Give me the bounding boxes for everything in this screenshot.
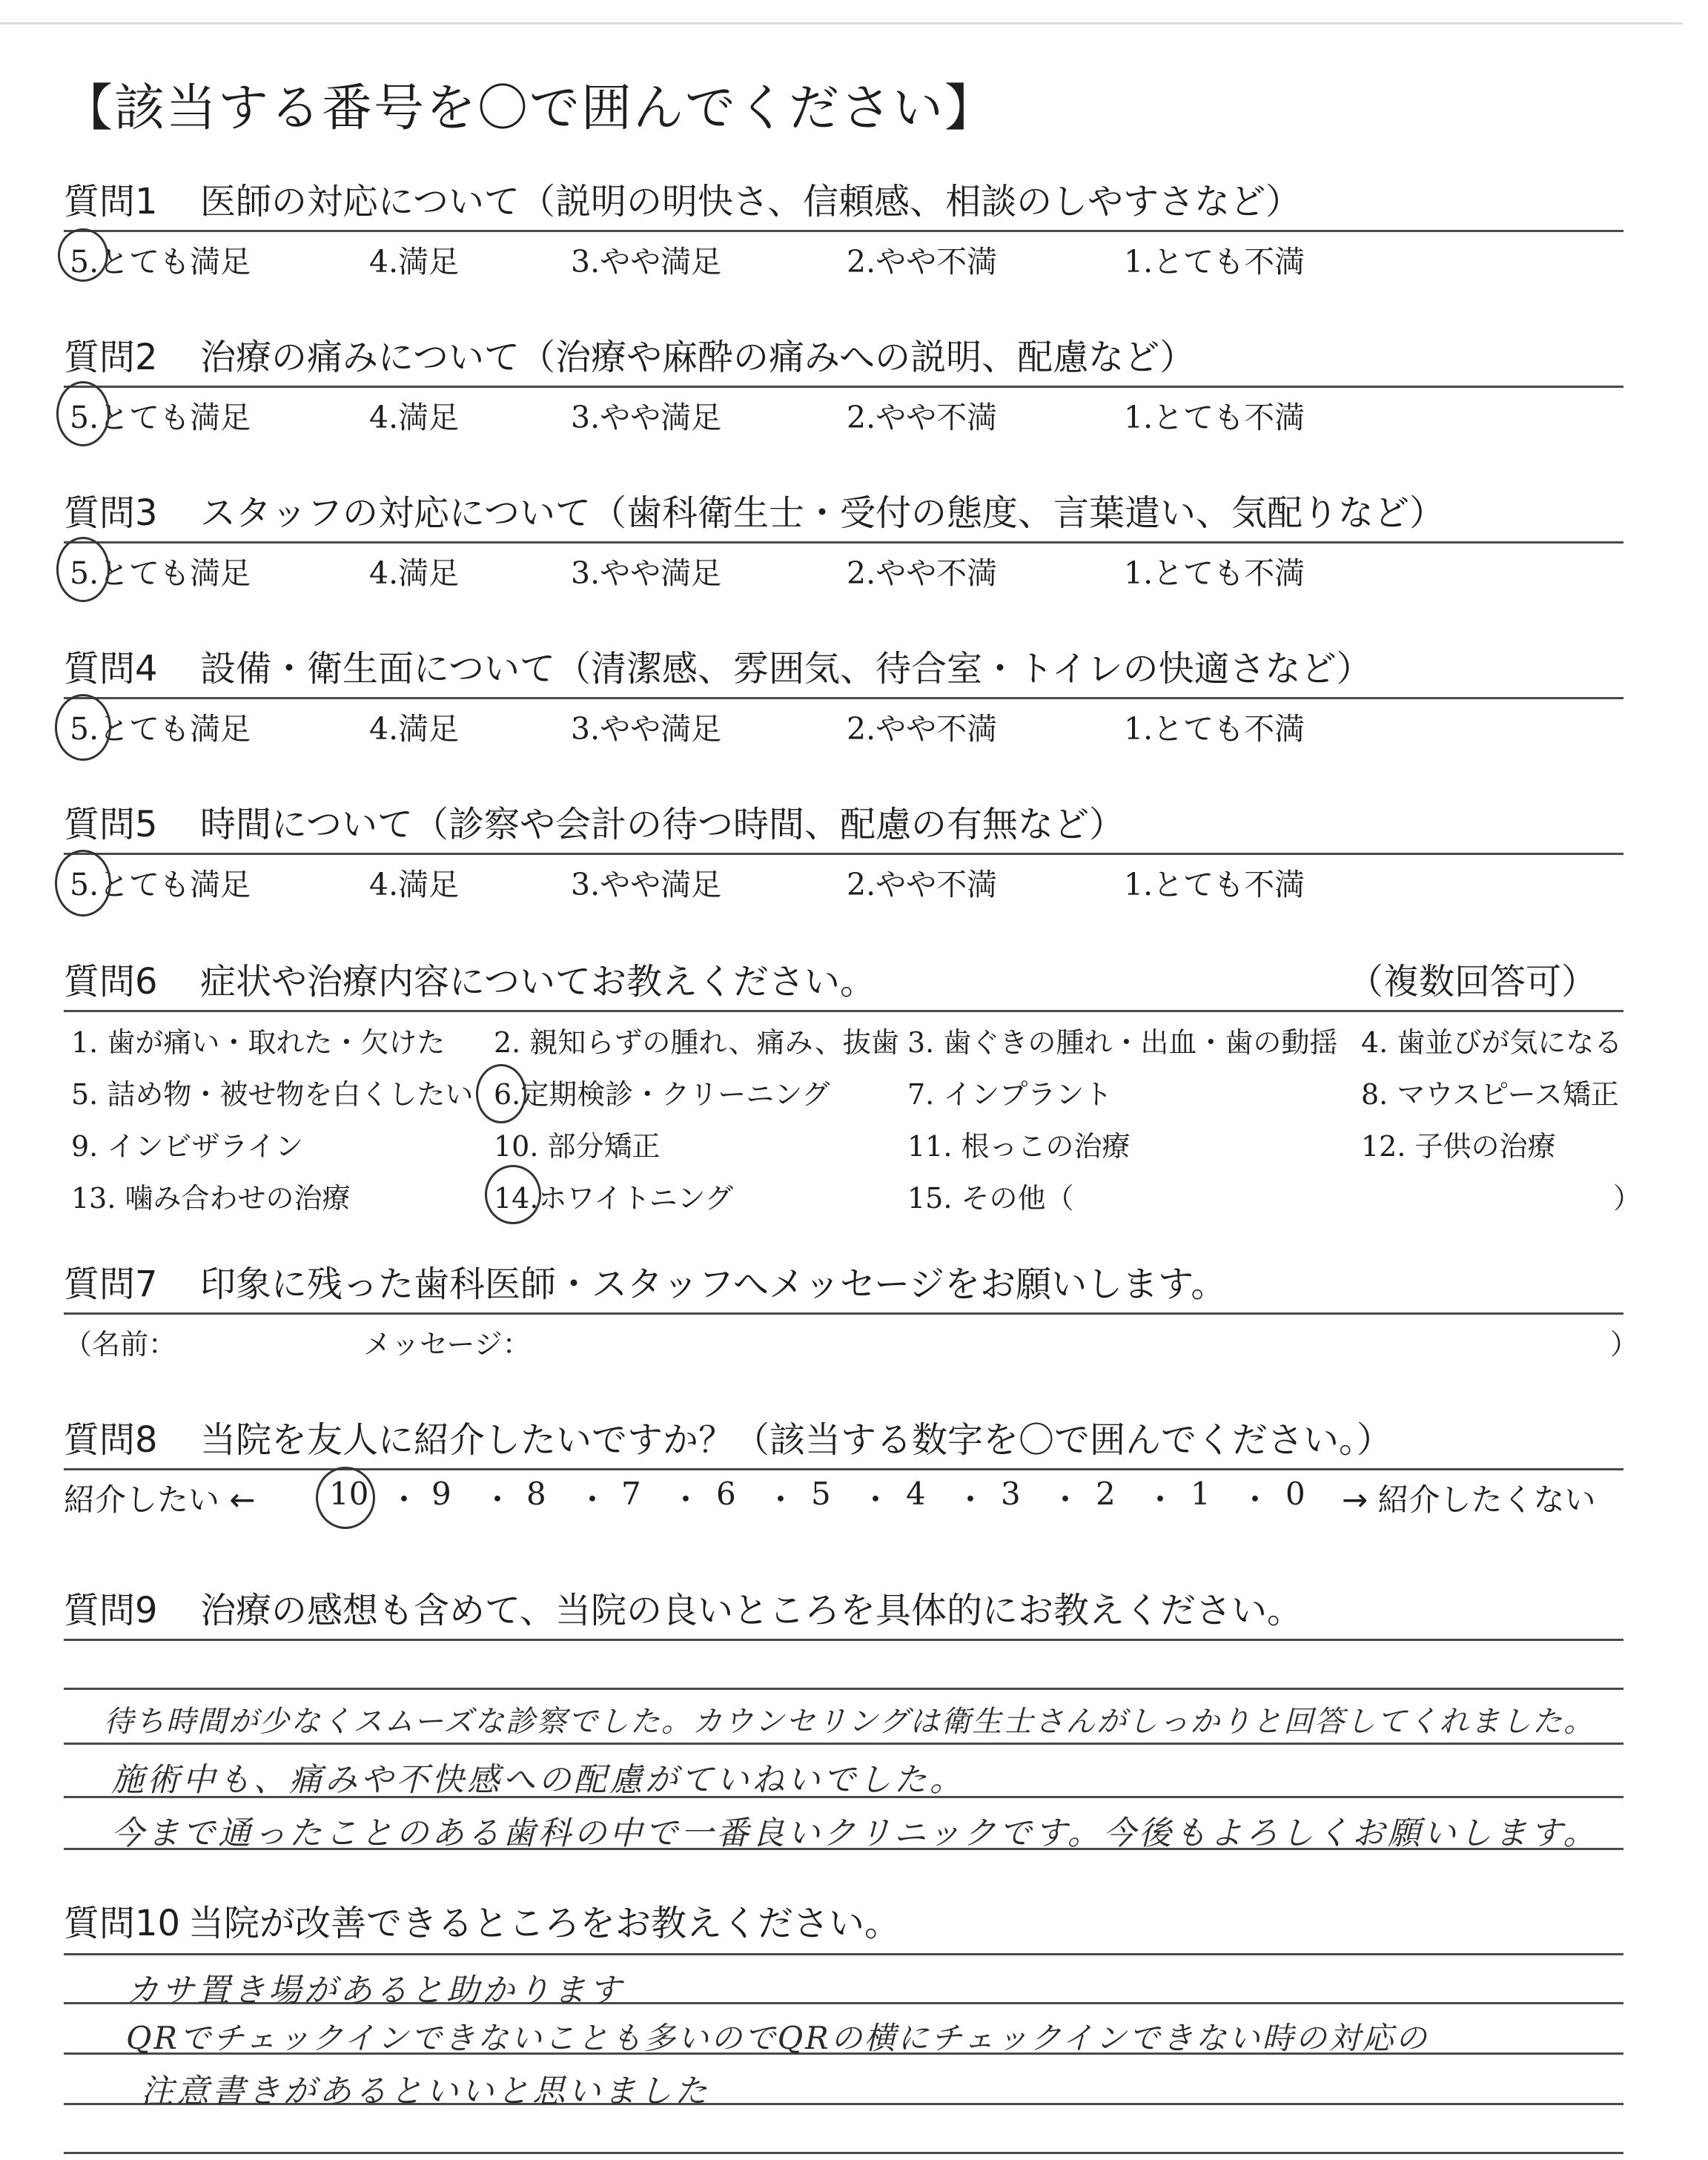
message-close: ）	[1610, 1328, 1639, 1361]
referral-score-3[interactable]: 3	[1001, 1476, 1021, 1512]
referral-score-1[interactable]: 1	[1191, 1476, 1211, 1512]
selection-circle	[55, 694, 111, 761]
separator-dot: ・	[765, 1482, 797, 1518]
selection-circle	[476, 1064, 526, 1123]
question-number: 質問9	[64, 1590, 158, 1631]
rating-option-2[interactable]: 2.やや不満	[847, 400, 998, 435]
question-3	[64, 482, 1623, 544]
question-text: 時間について（診察や会計の待つ時間、配慮の有無など）	[200, 804, 1125, 845]
treatment-option[interactable]: 11. 根っこの治療	[907, 1130, 1131, 1163]
treatment-option[interactable]: 6.定期検診・クリーニング	[494, 1078, 830, 1111]
rating-option-3[interactable]: 3.やや満足	[571, 711, 722, 747]
rating-option-2[interactable]: 2.やや不満	[847, 867, 998, 902]
answer-line	[64, 1743, 1623, 1745]
treatment-option[interactable]: 4. 歯並びが気になる	[1361, 1026, 1623, 1059]
rating-option-2[interactable]: 2.やや不満	[847, 555, 998, 591]
selection-circle	[58, 228, 108, 282]
treatment-option[interactable]: 12. 子供の治療	[1361, 1130, 1556, 1163]
separator-dot: ・	[388, 1482, 420, 1518]
rating-option-5[interactable]: 5.とても満足	[70, 555, 251, 591]
rating-option-5[interactable]: 5.とても満足	[70, 867, 251, 902]
question-2	[64, 326, 1623, 388]
question-text: 印象に残った歯科医師・スタッフへメッセージをお願いします。	[200, 1264, 1227, 1305]
selection-circle	[55, 850, 111, 916]
rating-options-q4	[64, 704, 1623, 749]
question-number: 質問3	[64, 492, 158, 534]
question-7	[64, 1253, 1623, 1315]
answer-line	[64, 1953, 1623, 1955]
rating-options-q1	[64, 237, 1623, 282]
treatment-option[interactable]: 5. 詰め物・被せ物を白くしたい	[71, 1078, 474, 1111]
question-text: 設備・衛生面について（清潔感、雰囲気、待合室・トイレの快適さなど）	[200, 648, 1372, 690]
rating-option-1[interactable]: 1.とても不満	[1124, 711, 1305, 747]
question-number: 質問2	[64, 337, 158, 378]
referral-score-6[interactable]: 6	[716, 1476, 736, 1512]
separator-dot: ・	[577, 1482, 609, 1518]
rating-option-1[interactable]: 1.とても不満	[1124, 867, 1305, 902]
question-number: 質問4	[64, 648, 158, 690]
rating-option-1[interactable]: 1.とても不満	[1124, 555, 1305, 591]
rating-option-2[interactable]: 2.やや不満	[847, 711, 998, 747]
handwritten-answer-line: QRでチェックインできないことも多いのでQRの横にチェックインできない時の対応の	[126, 2020, 1429, 2056]
answer-line	[64, 2152, 1623, 2154]
separator-dot: ・	[1145, 1482, 1176, 1518]
referral-score-2[interactable]: 2	[1096, 1476, 1116, 1512]
rating-option-1[interactable]: 1.とても不満	[1124, 244, 1305, 280]
question-text: 当院を友人に紹介したいですか？（該当する数字を〇で囲んでください。）	[200, 1419, 1393, 1461]
question-number: 質問5	[64, 804, 158, 845]
handwritten-answer-line: 今まで通ったことのある歯科の中で一番良いクリニックです。今後もよろしくお願いします。	[111, 1814, 1599, 1852]
referral-score-8[interactable]: 8	[526, 1476, 546, 1512]
question-number: 質問1	[64, 181, 158, 222]
treatment-option[interactable]: 7. インプラント	[907, 1078, 1113, 1111]
referral-right-label: → 紹介したくない	[1342, 1482, 1596, 1518]
referral-left-label: 紹介したい ←	[64, 1482, 256, 1518]
treatment-options	[64, 1020, 1642, 1242]
handwritten-answer-line: カサ置き場があると助かります	[126, 1972, 624, 2009]
referral-score-5[interactable]: 5	[811, 1476, 831, 1512]
question-5	[64, 793, 1623, 855]
rating-option-5[interactable]: 5.とても満足	[70, 244, 251, 280]
treatment-option[interactable]: 1. 歯が痛い・取れた・欠けた	[71, 1026, 446, 1059]
question-10	[64, 1892, 1623, 1952]
handwritten-answer-line: 待ち時間が少なくスムーズな診察でした。カウンセリングは衛生士さんがしっかりと回答してくれました。	[104, 1705, 1595, 1739]
rating-option-4[interactable]: 4.満足	[369, 244, 460, 280]
question-1	[64, 171, 1623, 232]
treatment-option[interactable]: 13. 噛み合わせの治療	[71, 1182, 351, 1215]
question-number: 質問10	[64, 1903, 181, 1944]
referral-score-7[interactable]: 7	[621, 1476, 641, 1512]
multiple-answers-note: （複数回答可）	[1347, 961, 1597, 1003]
rating-option-2[interactable]: 2.やや不満	[847, 244, 998, 280]
treatment-option[interactable]: 3. 歯ぐきの腫れ・出血・歯の動揺	[907, 1026, 1338, 1059]
rating-option-5[interactable]: 5.とても満足	[70, 711, 251, 747]
rating-option-1[interactable]: 1.とても不満	[1124, 400, 1305, 435]
rating-option-4[interactable]: 4.満足	[369, 711, 460, 747]
page-title: 【該当する番号を〇で囲んでください】	[62, 79, 997, 138]
treatment-option[interactable]: 8. マウスピース矯正	[1361, 1078, 1619, 1111]
page-top-edge	[0, 22, 1683, 24]
answer-line	[64, 1688, 1623, 1690]
selection-circle	[56, 381, 110, 446]
separator-dot: ・	[860, 1482, 892, 1518]
treatment-option-close: ）	[1613, 1182, 1642, 1215]
rating-option-5[interactable]: 5.とても満足	[70, 400, 251, 435]
question-text: 医師の対応について（説明の明快さ、信頼感、相談のしやすさなど）	[200, 181, 1302, 222]
rating-option-3[interactable]: 3.やや満足	[571, 867, 722, 902]
referral-score-9[interactable]: 9	[431, 1476, 451, 1512]
selection-circle	[485, 1165, 541, 1224]
rating-option-4[interactable]: 4.満足	[369, 555, 460, 591]
treatment-option[interactable]: 2. 親知らずの腫れ、痛み、抜歯	[494, 1026, 899, 1059]
rating-option-4[interactable]: 4.満足	[369, 400, 460, 435]
rating-options-q2	[64, 393, 1623, 437]
separator-dot: ・	[670, 1482, 702, 1518]
separator-dot: ・	[1239, 1482, 1271, 1518]
selection-circle	[316, 1467, 375, 1529]
rating-option-3[interactable]: 3.やや満足	[571, 400, 722, 435]
separator-dot: ・	[1050, 1482, 1082, 1518]
question-text: 治療の感想も含めて、当院の良いところを具体的にお教えください。	[200, 1590, 1303, 1631]
question-6	[64, 951, 1623, 1012]
referral-score-0[interactable]: 0	[1285, 1476, 1305, 1512]
question-text: 症状や治療内容についてお教えください。	[200, 961, 876, 1003]
handwritten-answer-line: 注意書きがあるといいと思いました	[141, 2073, 710, 2110]
message-label: メッセージ：	[363, 1328, 531, 1361]
referral-score-10[interactable]: 10	[329, 1476, 369, 1512]
question-number: 質問8	[64, 1419, 158, 1461]
rating-options-q3	[64, 549, 1623, 593]
treatment-option[interactable]: 15. その他（	[907, 1182, 1074, 1215]
treatment-option[interactable]: 10. 部分矯正	[494, 1130, 661, 1163]
rating-option-4[interactable]: 4.満足	[369, 867, 460, 902]
treatment-option[interactable]: 14.ホワイトニング	[494, 1182, 734, 1215]
question-text: 治療の痛みについて（治療や麻酔の痛みへの説明、配慮など）	[200, 337, 1196, 378]
handwritten-answer-line: 施術中も、痛みや不快感への配慮がていねいでした。	[111, 1761, 965, 1799]
separator-dot: ・	[482, 1482, 514, 1518]
question-number: 質問6	[64, 961, 158, 1003]
question-number: 質問7	[64, 1264, 158, 1305]
treatment-option[interactable]: 9. インビザライン	[71, 1130, 304, 1163]
name-label: （名前：	[64, 1328, 177, 1361]
rating-option-3[interactable]: 3.やや満足	[571, 555, 722, 591]
rating-option-3[interactable]: 3.やや満足	[571, 244, 722, 280]
question-4	[64, 638, 1623, 699]
question-9	[64, 1579, 1623, 1641]
question-8	[64, 1409, 1623, 1470]
referral-score-4[interactable]: 4	[906, 1476, 926, 1512]
question-text: 当院が改善できるところをお教えください。	[188, 1903, 901, 1944]
rating-options-q5	[64, 860, 1623, 905]
separator-dot: ・	[955, 1482, 987, 1518]
question-text: スタッフの対応について（歯科衛生士・受付の態度、言葉遣い、気配りなど）	[200, 492, 1446, 534]
selection-circle	[56, 537, 110, 602]
